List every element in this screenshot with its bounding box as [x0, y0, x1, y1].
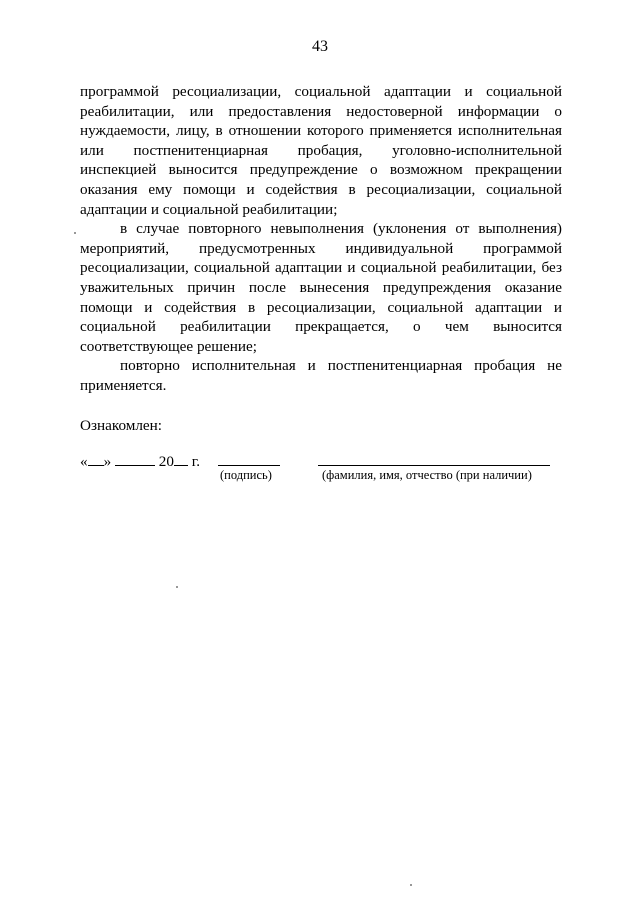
paragraph-repeat: повторно исполнительная и постпенитенциарная пробация не применяется.	[80, 357, 562, 394]
paragraph-termination: в случае повторного невыполнения (уклонения от выполнения) мероприятий, предусмотренных индивидуальной программой ресоциализации, социальной адаптации и социальной реабилитации, без уважительных причин после вынесения предупреждения оказание помощи и содействия в ресоциализации, социальной адаптации и социальной реабилитации прекращается, о чем выносится соответствующее решение;	[80, 220, 562, 355]
signature-caption: (подпись)	[220, 468, 272, 482]
date-line	[80, 451, 200, 471]
page-number: 43	[312, 38, 328, 55]
scan-speck	[176, 586, 178, 588]
open-quote: «	[80, 453, 88, 470]
year-blank	[174, 451, 188, 466]
scan-speck	[410, 884, 412, 886]
name-line	[318, 465, 550, 466]
acquainted-label: Ознакомлен:	[80, 417, 163, 434]
year-prefix: 20	[158, 453, 174, 470]
body-text	[80, 82, 562, 396]
year-suffix: г.	[191, 453, 201, 470]
signature-line	[218, 465, 280, 466]
day-blank	[88, 451, 104, 466]
paragraph-warning: программой ресоциализации, социальной адаптации и социальной реабилитации, или предоставления недостоверной информации о нуждаемости, лицу, в отношении которого применяется исполнительная или постпенитенциарная пробация, уголовно-исполнительной инспекцией выносится предупреждение о возможном прекращении оказания ему помощи и содействия в ресоциализации, социальной адаптации и социальной реабилитации;	[80, 83, 562, 218]
month-blank	[115, 451, 155, 466]
name-caption: (фамилия, имя, отчество (при наличии)	[322, 468, 532, 482]
close-quote: »	[103, 453, 112, 470]
scan-speck	[74, 232, 76, 234]
